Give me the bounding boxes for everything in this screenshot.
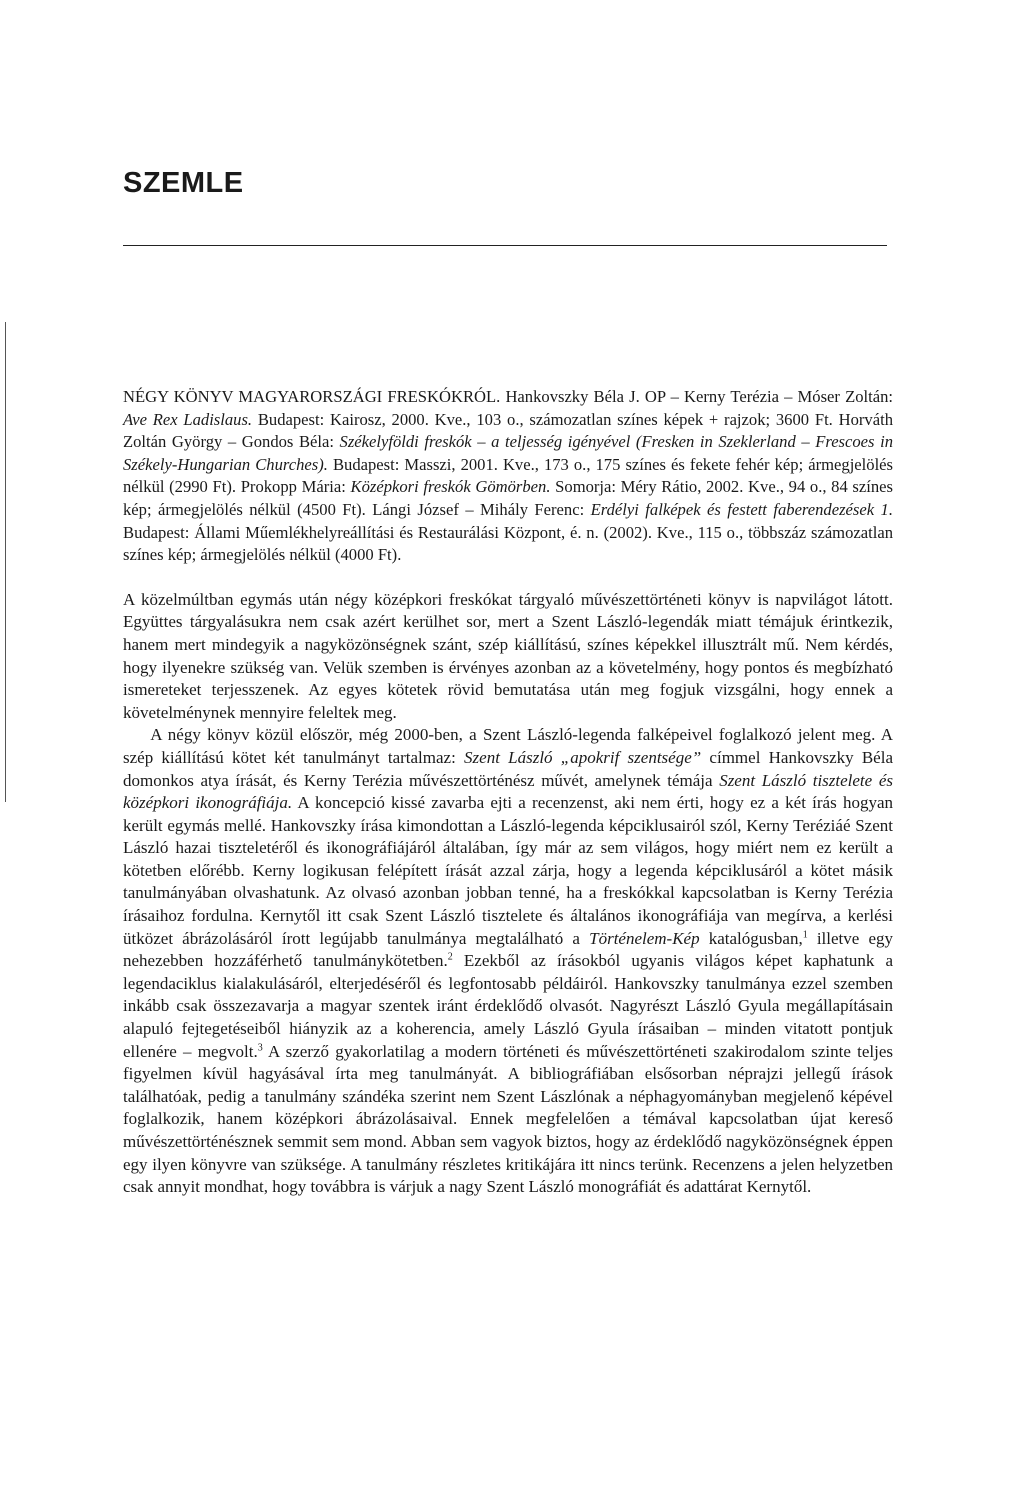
bib-title-3: Középkori freskók Gömörben. bbox=[350, 477, 551, 497]
bib-text-5: Budapest: Állami Műemlékhelyreállítási és Restaurálási Központ, é. n. (2002). Kve., 115 o., többszáz számozatlan színes kép; ármegjelölés nélkül (4000 Ft). bbox=[123, 522, 893, 565]
p2-text-7: A szerző gyakorlatilag a modern történeti és művészettörténeti szakirodalom szinte teljes figyelmen kívül hagyásával írta meg tanulmányát. A bibliográfiában elsősorban néprajzi jellegű írások találhatóak, pedig a tanulmány szándéka szerint nem Szent Lászlónak a néphagyományban megjelenő képével foglalkozik, hanem középkori ábrázolásaival. Ennek megfelelően a témával kapcsolatban újat kereső művészettörténésznek semmit sem mond. Abban sem vagyok biztos, hogy az érdeklődő nagyközönségnek éppen egy ilyen könyvre van szüksége. A tanulmány részletes kritikájára itt nincs terünk. Recenzens a jelen helyzetben csak annyit mondhat, hogy továbbra is várjuk a nagy Szent László monográfiát és adattárat Kernytől. bbox=[123, 1041, 893, 1197]
bib-text-4: Somorja: Méry Rátio, 2002. Kve., 94 o., 84 színes kép; ármegjelölés nélkül (4500 Ft). Lángi József – Mihály Ferenc: bbox=[123, 477, 893, 519]
article-body bbox=[123, 386, 893, 1199]
page-header bbox=[123, 166, 887, 201]
bib-title-2: Székelyföldi freskók – a teljesség igényével (Fresken in Szeklerland – Frescoes in Székely-Hungarian Churches). bbox=[123, 432, 893, 474]
p2-italic-1: Szent László „apokrif szentsége” bbox=[464, 747, 702, 767]
bib-text-1: NÉGY KÖNYV MAGYARORSZÁGI FRESKÓKRÓL. Hankovszky Béla J. OP – Kerny Terézia – Móser Zoltán: bbox=[123, 387, 893, 406]
p2-text-5: illetve egy nehezebben hozzáférhető tanulmánykötetben. bbox=[123, 928, 894, 971]
p2-text-3: A koncepció kissé zavarba ejti a recenzenst, aki nem érti, hogy ez a két írás hogyan került egymás mellé. Hankovszky írása kimondottan a László-legenda képciklusairól szól, Kerny Teréziáé Szent László hazai tiszteletéről és ikonográfiájáról általában, így már az sem világos, hogy miért nem ez került a kötetben előrébb. Kerny logikusan felépített írását azzal zárja, hogy a legenda képciklusáról a kötet másik tanulmányában olvashatunk. Az olvasó azonban jobban tenné, ha a freskókkal kapcsolatban is Kerny Terézia írásaihoz fordulna. Kernytől itt csak Szent László tisztelete és általános ikonográfiája van megírva, a kerlési ütközet ábrázolásáról írott legújabb tanulmánya megtalálható a bbox=[123, 793, 893, 948]
bib-text-3: Budapest: Masszi, 2001. Kve., 173 o., 175 színes és fekete fehér kép; ármegjelölés nélkül (2990 Ft). Prokopp Mária: bbox=[123, 454, 894, 497]
bib-text-2: Budapest: Kairosz, 2000. Kve., 103 o., számozatlan színes képek + rajzok; 3600 Ft. Horváth Zoltán György – Gondos Béla: bbox=[123, 409, 893, 452]
p2-italic-2: Szent László tisztelete és középkori ikonográfiája. bbox=[123, 770, 893, 813]
bibliography-entry bbox=[123, 386, 893, 567]
bib-title-1: Ave Rex Ladislaus. bbox=[123, 409, 253, 429]
header-rule bbox=[123, 245, 887, 246]
paragraph-1: A közelmúltban egymás után négy középkori freskókat tárgyaló művészettörténeti könyv is napvilágot látott. Együttes tárgyalásukra nem csak azért kerülhet sor, mert a Szent László-legendák miatt témájuk érintkezik, hanem mert mindegyik a nagyközönségnek szánt, szép kiállítású, színes képekkel illusztrált mű. Nem kérdés, hogy ilyenekre szükség van. Velük szemben is érvényes azonban az a követelmény, hogy pontos és megbízható ismereteket terjesszenek. Az egyes kötetek rövid bemutatása után meg fogjuk vizsgálni, hogy ennek a követelménynek mennyire feleltek meg. bbox=[123, 589, 893, 722]
p2-text-1: A négy könyv közül először, még 2000-ben, a Szent László-legenda falképeivel foglalkozó jelent meg. A szép kiállítású kötet két tanulmányt tartalmaz: bbox=[123, 725, 893, 767]
paragraph-2 bbox=[123, 724, 893, 1198]
footnote-ref-1[interactable]: 1 bbox=[802, 929, 808, 940]
footnote-ref-3[interactable]: 3 bbox=[257, 1041, 263, 1053]
section-title: SZEMLE bbox=[123, 167, 244, 199]
p2-text-4: katalógusban, bbox=[699, 928, 803, 948]
scan-margin-line bbox=[5, 322, 6, 802]
p2-italic-3: Történelem-Kép bbox=[589, 928, 700, 948]
p2-text-2: címmel Hankovszky Béla domonkos atya írását, és Kerny Terézia művészettörténész művét, amelynek témája bbox=[123, 747, 893, 790]
bib-title-4: Erdélyi falképek és festett faberendezések 1. bbox=[590, 499, 893, 519]
footnote-ref-2[interactable]: 2 bbox=[447, 951, 453, 963]
p2-text-6: Ezekből az írásokból ugyanis világos képet kaphatunk a legendaciklus kialakulásáról, elterjedéséről és legfontosabb példáiról. Hankovszky tanulmánya ezzel szemben inkább csak összezavarja a magyar szentek iránt érdeklődő olvasót. Nagyrészt László Gyula megállapításain alapuló fejtegetéseiből hiányzik az a koherencia, amely László Gyula írásaiban – minden vitatott pontjuk ellenére – megvolt. bbox=[123, 951, 893, 1061]
